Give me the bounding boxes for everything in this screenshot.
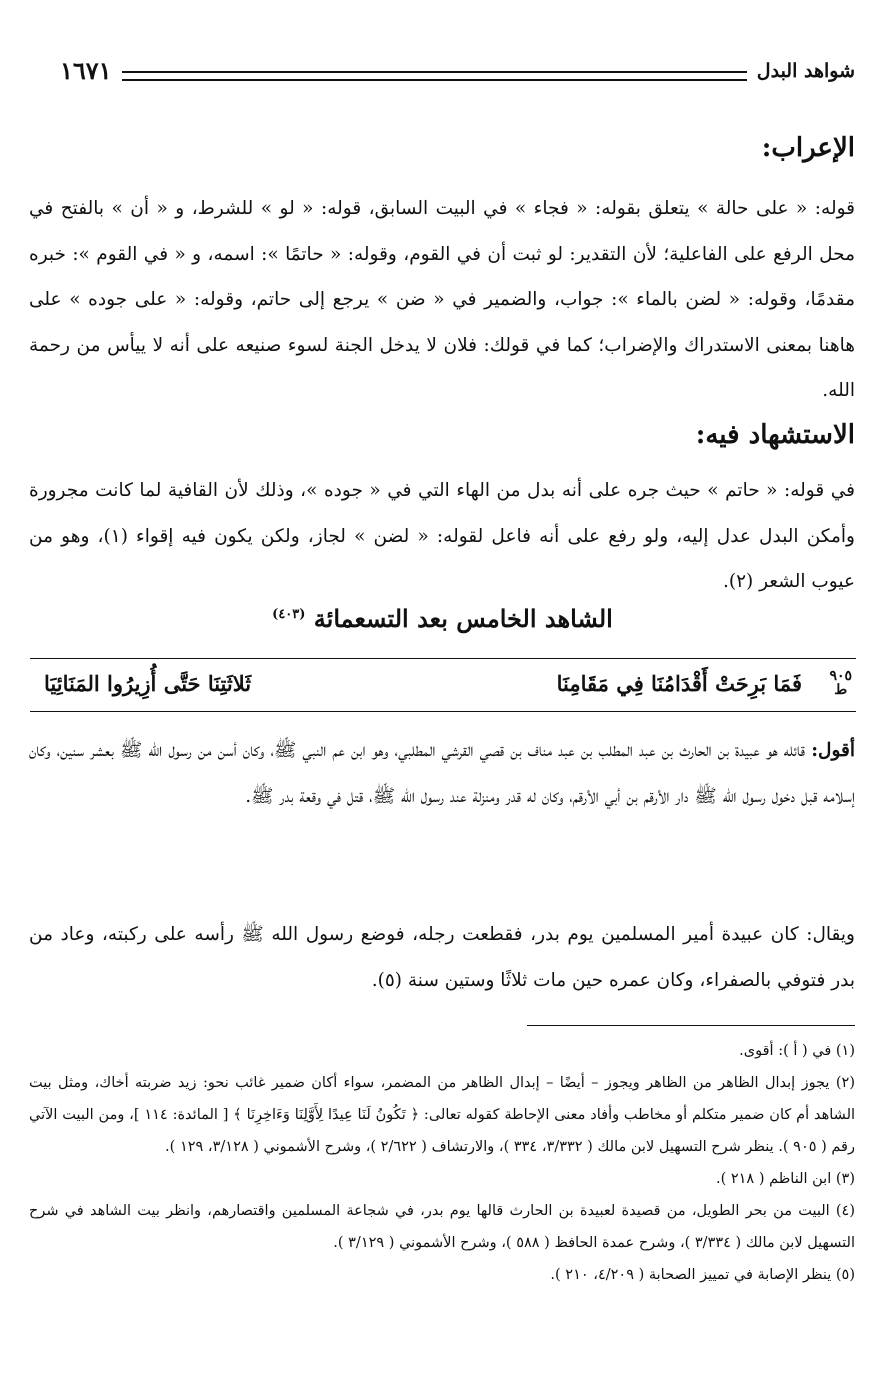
istishhad-heading: الاستشهاد فيه:: [695, 420, 855, 450]
verse-number: [829, 669, 852, 697]
yuqal-paragraph: ويقال: كان عبيدة أمير المسلمين يوم بدر، فقطعت رجله، فوضع رسول الله ﷺ رأسه على ركبته، وعاد من بدر فتوفي بالصفراء، وكان عمره حين مات ثلاثًا وستين سنة (٥).: [29, 924, 855, 991]
irab-heading: الإعراب:: [761, 133, 855, 163]
footnote-item: (٤) البيت من بحر الطويل، من قصيدة لعبيدة بن الحارث قالها يوم بدر، في شجاعة المسلمين واقتصارهم، وانظر بيت الشاهد في شرح التسهيل لابن مالك ( ٣/٣٣٤ )، وشرح عمدة الحافظ ( ٥٨٨ )، وشرح الأشموني ( ٣/١٢٩ ).: [29, 1203, 855, 1251]
verse-hemistich-2: ثَلاثَتِنَا حَتَّى أُزِيرُوا المَنَائِيَا: [44, 671, 252, 696]
footnote-item: (٢) يجوز إبدال الظاهر من الظاهر ويجوز – أيضًا – إبدال الظاهر من المضمر، سواء أكان ضمير غائب نحو: زيد ضربته أخاك، ومثل بيت الشاهد أم كان ضمير متكلم أو مخاطب وأفاد معنى الإحاطة كقوله تعالى: ﴿ تَكُونُ لَنَا عِيدًا لِأَوَّلِنَا وَءَاخِرِنَا ﴾ [ المائدة: ١١٤ ]، ومن البيت الآتي رقم ( ٩٠٥ ). ينظر شرح التسهيل لابن مالك ( ٣/٣٣٢، ٣٣٤ )، والارتشاف ( ٢/٦٢٢ )، وشرح الأشموني ( ٣/١٢٨، ١٢٩ ).: [29, 1075, 856, 1155]
footnote-item: (١) في ( أ ): أقوى.: [739, 1043, 855, 1059]
footnote-item: (٥) ينظر الإصابة في تمييز الصحابة ( ٤/٢٠٩، ٢١٠ ).: [550, 1267, 855, 1283]
aqul-paragraph: [29, 728, 855, 819]
header-rule: [122, 71, 747, 81]
shahid-title: [0, 604, 885, 633]
shahid-title-text: الشاهد الخامس بعد التسعمائة: [313, 604, 613, 633]
page-header: [60, 56, 855, 90]
footnote-rule: [527, 1025, 855, 1026]
footnote-item: (٣) ابن الناظم ( ٢١٨ ).: [715, 1171, 855, 1187]
running-title: شواهد البدل: [756, 60, 855, 82]
aqul-label: أقول:: [811, 740, 855, 761]
shahid-ref: (٤٠٣): [272, 607, 306, 622]
verse-box: [30, 658, 856, 712]
verse-number-sub: ط: [834, 682, 848, 698]
page-number: ١٦٧١: [60, 56, 112, 85]
footnotes: [29, 1035, 855, 1291]
verse-number-value: ٩٠٥: [829, 668, 852, 684]
aqul-text: قائله هو عبيدة بن الحارث بن عبد المطلب بن عبد مناف بن قصي القرشي المطلبي، وهو ابن عم النبي ﷺ، وكان أسن من رسول الله ﷺ بعشر سنين، وكان إسلامه قبل دخول رسول الله ﷺ دار الأرقم بن أبي الأرقم، وكان له قدر ومنزلة عند رسول الله ﷺ، قتل في وقعة بدر ﷺ.: [29, 740, 855, 807]
irab-paragraph: قوله: « على حالة » يتعلق بقوله: « فجاء » في البيت السابق، قوله: « لو » للشرط، و « أن » بالفتح في محل الرفع على الفاعلية؛ لأن التقدير: لو ثبت أن في القوم، وقوله: « حاتمًا »: اسمه، و « في القوم »: خبره مقدمًا، وقوله: « لضن بالماء »: جواب، والضمير في « ضن » يرجع إلى حاتم، وقوله: « على جوده » على هاهنا بمعنى الاستدراك والإضراب؛ كما في قولك: فلان لا يدخل الجنة لسوء صنيعه على أنه لا ييأس من رحمة الله.: [29, 198, 855, 401]
verse-hemistich-1: فَمَا بَرِحَتْ أَقْدَامُنَا فِي مَقَامِنَا: [556, 671, 802, 696]
istishhad-paragraph: في قوله: « حاتم » حيث جره على أنه بدل من الهاء التي في « جوده »، وذلك لأن القافية لما كانت مجرورة وأمكن البدل عدل إليه، ولو رفع على أنه فاعل لقوله: « لضن » لجاز، ولكن يكون فيه إقواء (١)، وهو من عيوب الشعر (٢).: [29, 480, 855, 592]
